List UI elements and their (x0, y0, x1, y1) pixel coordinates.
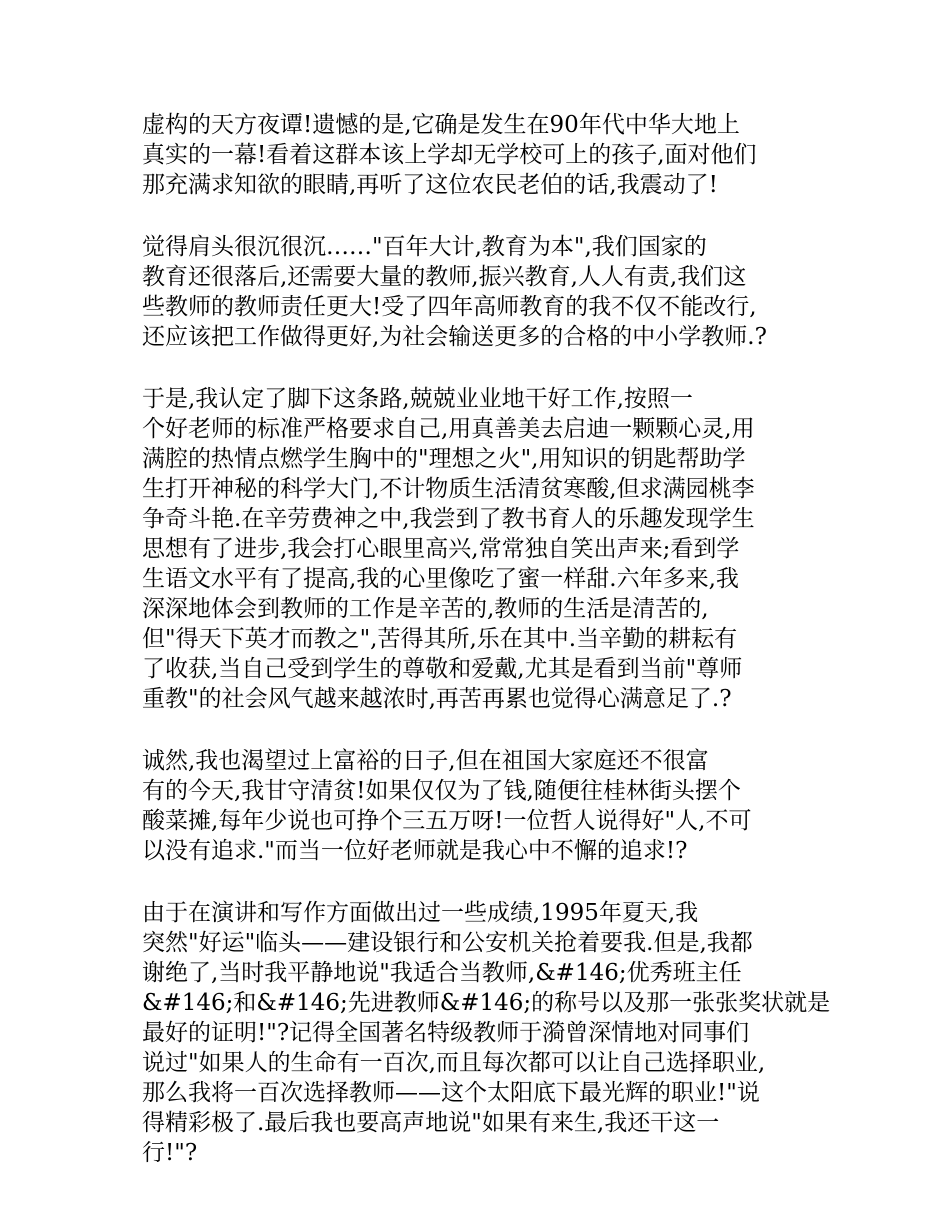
text-line: 突然"好运"临头——建设银行和公安机关抢着要我.但是,我都 (142, 930, 753, 956)
text-line: 真实的一幕!看着这群本该上学却无学校可上的孩子,面对他们 (142, 142, 757, 168)
text-line: 诚然,我也渴望过上富裕的日子,但在祖国大家庭还不很富 (142, 748, 709, 774)
paragraph-4 (142, 746, 818, 866)
text-line: 酸菜摊,每年少说也可挣个三五万呀!一位哲人说得好"人,不可 (142, 808, 752, 834)
text-line: 生打开神秘的科学大门,不计物质生活清贫寒酸,但求满园桃李 (142, 476, 755, 502)
text-line: 有的今天,我甘守清贫!如果仅仅为了钱,随便往桂林街头摆个 (142, 778, 741, 804)
paragraph-gap (142, 866, 818, 898)
text-line: 满腔的热情点燃学生胸中的"理想之火",用知识的钥匙帮助学 (142, 446, 746, 472)
paragraph-gap (142, 352, 818, 384)
text-line: 那么我将一百次选择教师——这个太阳底下最光辉的职业!"说 (142, 1080, 760, 1106)
text-line: 行!"? (142, 1140, 198, 1166)
text-line: 重教"的社会风气越来越浓时,再苦再累也觉得心满意足了.? (142, 686, 732, 712)
paragraph-gap (142, 200, 818, 232)
text-line: 争奇斗艳.在辛劳费神之中,我尝到了教书育人的乐趣发现学生 (142, 506, 755, 532)
text-line: 谢绝了,当时我平静地说"我适合当教师,&#146;优秀班主任 (142, 960, 742, 986)
paragraph-2 (142, 232, 818, 352)
paragraph-1 (142, 110, 818, 200)
text-line: 思想有了进步,我会打心眼里高兴,常常独自笑出声来;看到学 (142, 536, 740, 562)
paragraph-3 (142, 384, 818, 714)
text-line: 那充满求知欲的眼睛,再听了这位农民老伯的话,我震动了! (142, 172, 718, 198)
text-line: 最好的证明!"?记得全国著名特级教师于漪曾深情地对同事们 (142, 1020, 750, 1046)
document-body (142, 110, 831, 1168)
text-line: 了收获,当自己受到学生的尊敬和爱戴,尤其是看到当前"尊师 (142, 656, 743, 682)
text-line: 由于在演讲和写作方面做出过一些成绩,1995年夏天,我 (142, 900, 699, 926)
text-line: 教育还很落后,还需要大量的教师,振兴教育,人人有责,我们这 (142, 264, 747, 290)
paragraph-5 (142, 898, 831, 1168)
text-line: 以没有追求."而当一位好老师就是我心中不懈的追求!? (142, 838, 688, 864)
paragraph-gap (142, 714, 818, 746)
text-line: 个好老师的标准严格要求自己,用真善美去启迪一颗颗心灵,用 (142, 416, 755, 442)
text-line: 还应该把工作做得更好,为社会输送更多的合格的中小学教师.? (142, 324, 767, 350)
text-line: 生语文水平有了提高,我的心里像吃了蜜一样甜.六年多来,我 (142, 566, 739, 592)
text-line: 于是,我认定了脚下这条路,兢兢业业地干好工作,按照一 (142, 386, 693, 412)
text-line: 得精彩极了.最后我也要高声地说"如果有来生,我还干这一 (142, 1110, 720, 1136)
text-line: 深深地体会到教师的工作是辛苦的,教师的生活是清苦的, (142, 596, 709, 622)
text-line: 但"得天下英才而教之",苦得其所,乐在其中.当辛勤的耕耘有 (142, 626, 738, 652)
text-line: &#146;和&#146;先进教师&#146;的称号以及那一张张奖状就是 (142, 990, 831, 1016)
text-line: 虚构的天方夜谭!遗憾的是,它确是发生在90年代中华大地上 (142, 112, 740, 138)
text-line: 些教师的教师责任更大!受了四年高师教育的我不仅不能改行, (142, 294, 757, 320)
text-line: 觉得肩头很沉很沉……"百年大计,教育为本",我们国家的 (142, 234, 707, 260)
text-line: 说过"如果人的生命有一百次,而且每次都可以让自己选择职业, (142, 1050, 766, 1076)
